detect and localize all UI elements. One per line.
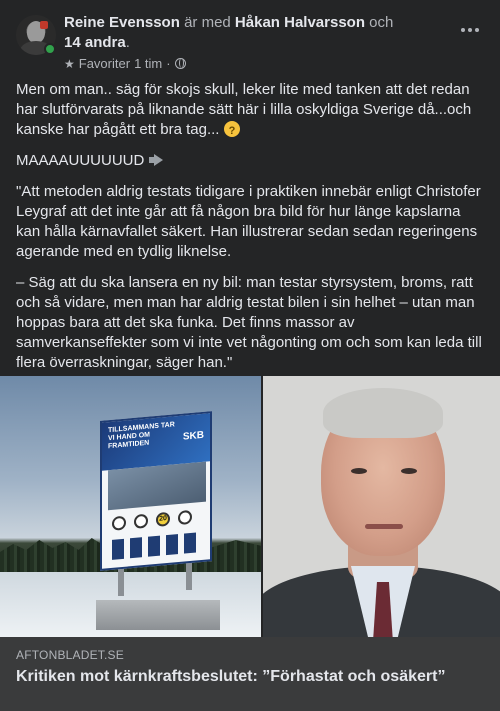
globe-icon[interactable] [175,58,186,69]
prohibition-sign-icon [178,510,192,525]
post-paragraph-text: Men om man.. säg för skojs skull, leker lite med tanken att det redan har slutförvarats på liknande sätt här i lilla oskyldiga Sverige då...och kanske har pågått ett bra tag... [16,81,472,138]
and-connector: och [369,14,394,31]
mouth [365,524,403,529]
eye [401,468,417,474]
hair [323,388,443,438]
thinking-face-emoji-icon [224,121,240,137]
star-icon: ★ [64,56,75,71]
link-preview-footer[interactable] [0,637,500,711]
author-name-link[interactable]: Reine Evensson [64,14,180,31]
time-link[interactable]: 1 tim [134,56,163,71]
sign-pictograms [112,532,202,560]
link-title[interactable]: Kritiken mot kärnkraftsbeslutet: ”Förhastat och osäkert” [16,668,446,685]
concrete-block [96,600,220,630]
post-author-line [64,13,424,53]
billboard-sign [100,411,212,571]
more-dot [475,28,479,32]
post-paragraph [16,151,484,171]
favorite-label: Favoriter [78,56,131,71]
sign-logo: SKB [182,429,204,443]
prohibition-sign-icon [134,514,148,529]
period: . [125,34,130,51]
sign-aerial-photo [108,462,206,511]
post-paragraph: "Att metoden aldrig testats tidigare i praktiken innebär enligt Christofer Leygraf att det inte går att få någon bra bild för hur länge kapslarna kan hålla kärnavfallet säkert. Han illustrerar sedan sedan regeringens agerande med en tydlig liknelse. [16,183,481,260]
speed-limit-sign-icon: 20 [156,512,170,527]
sign-post [118,566,124,596]
megaphone-icon [149,154,164,166]
more-dot [468,28,472,32]
portrait-photo[interactable] [263,376,500,637]
post-paragraph: – Säg att du ska lansera en ny bil: man testar styrsystem, broms, ratt och så vidare, men man har aldrig testat bilen i sin helhet – utan man hoppas bara att det ska funka. Det finns massor av samverkanseffekter som vi inte vet någonting om och som kan leda till flera överraskningar, säger han." [16,274,482,371]
post-paragraph-text: MAAAAUUUUUUD [16,152,145,169]
with-connector: är med [184,14,231,31]
others-link[interactable]: 14 andra [64,34,126,51]
post-header [0,0,500,74]
post-paragraph [16,80,484,140]
post-meta [64,56,186,71]
sign-post [186,560,192,590]
link-preview-card[interactable] [0,376,500,711]
more-options-button[interactable] [456,20,484,40]
link-preview-images[interactable] [0,376,500,637]
post-text [0,74,500,373]
meta-separator: · [166,56,171,71]
prohibition-sign-icon [112,516,126,531]
sign-symbols [112,509,202,533]
sign-heading: TILLSAMMANS TAR VI HAND OM FRAMTIDEN [108,421,175,451]
online-status-icon [44,43,56,55]
tagged-person-link[interactable]: Håkan Halvarsson [234,14,365,31]
sign-photo[interactable] [0,376,261,637]
eye [351,468,367,474]
more-dot [461,28,465,32]
link-domain: AFTONBLADET.SE [16,648,124,662]
